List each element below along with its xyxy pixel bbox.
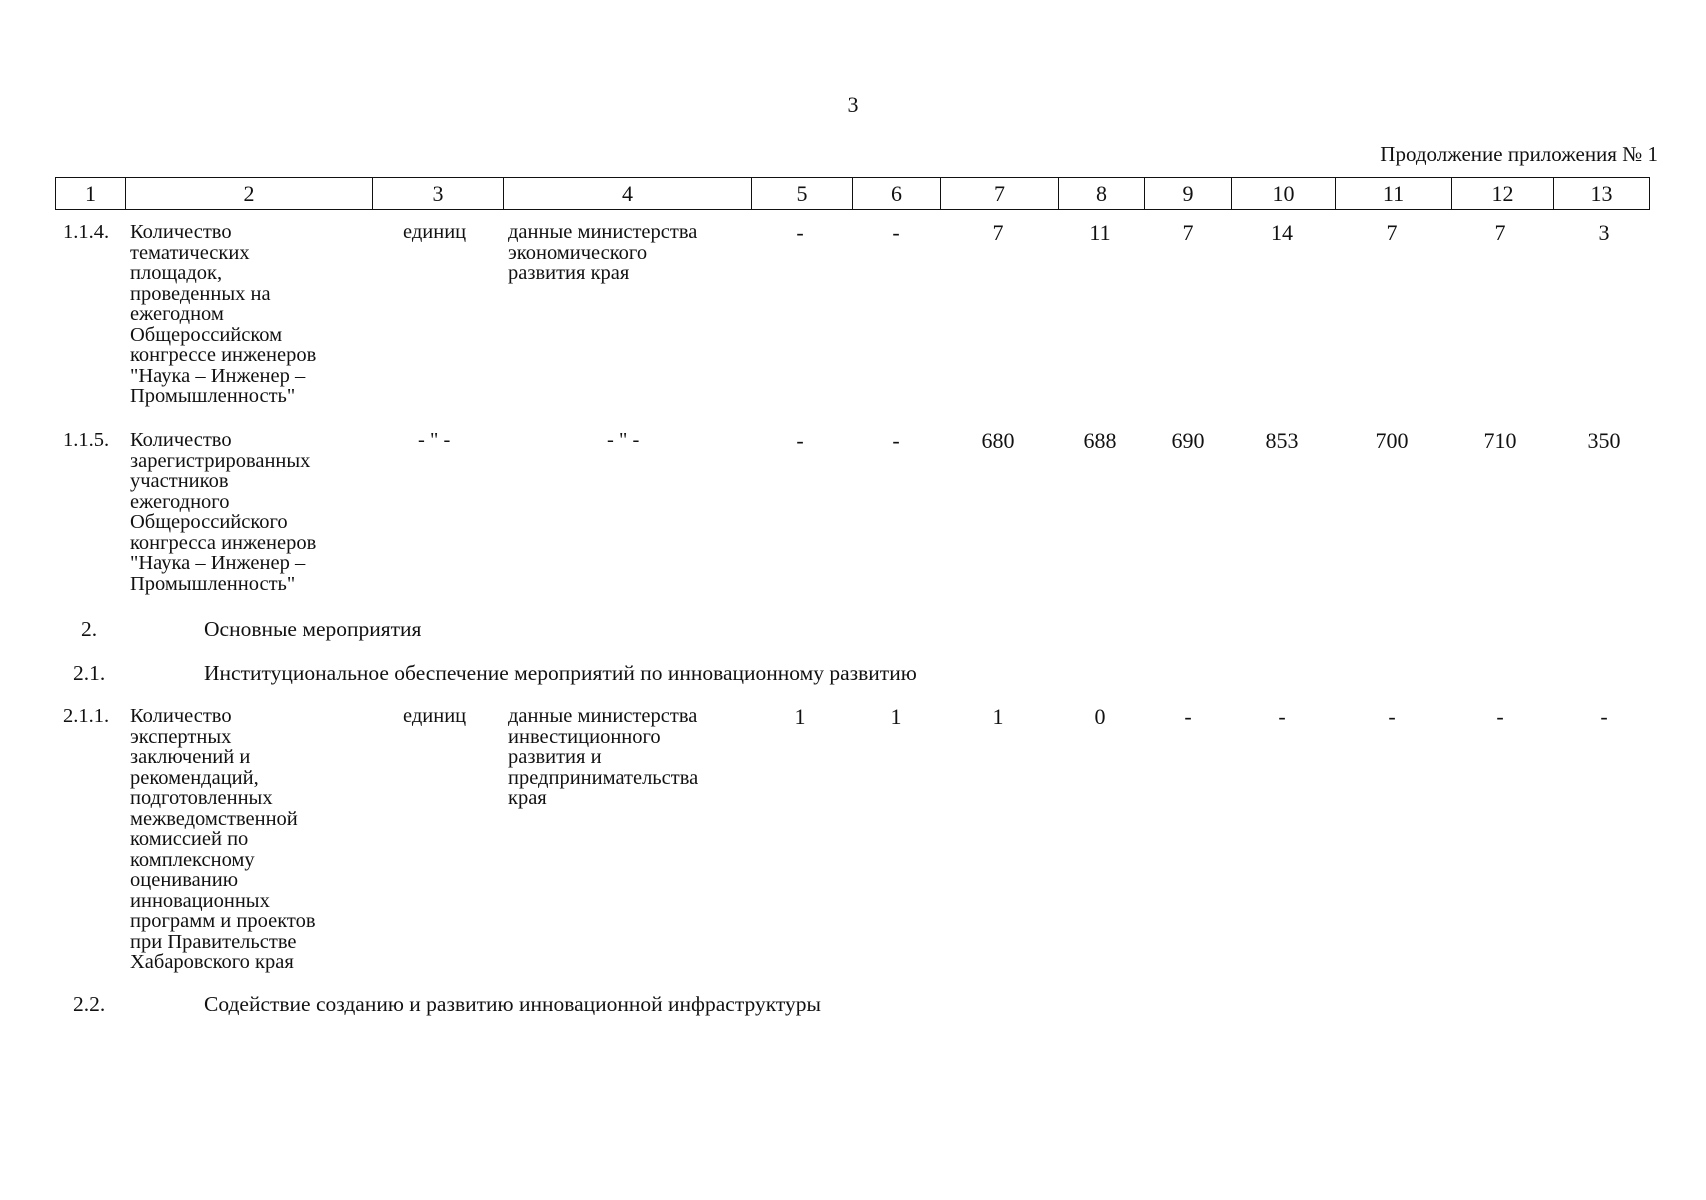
- column-number: 1: [56, 178, 126, 210]
- value-col-8: 11: [1089, 220, 1111, 245]
- value-col-7: 7: [992, 220, 1004, 245]
- value-col-12: 710: [1483, 428, 1517, 453]
- value-col-6: -: [892, 428, 900, 453]
- page-number: 3: [847, 92, 859, 117]
- data-source: данные министерства инвестиционного развития и предпринимательства края: [508, 705, 699, 809]
- row-code: 1.1.5.: [63, 429, 110, 451]
- value-col-11: 700: [1375, 428, 1409, 453]
- column-number: 8: [1059, 178, 1145, 210]
- column-number: 11: [1336, 178, 1452, 210]
- section-code: 2.: [81, 617, 98, 641]
- value-col-8: 0: [1094, 704, 1106, 729]
- column-number: 12: [1452, 178, 1554, 210]
- unit: единиц: [403, 705, 467, 727]
- value-col-10: 14: [1271, 220, 1293, 245]
- value-col-9: -: [1184, 704, 1192, 729]
- column-number: 7: [941, 178, 1059, 210]
- value-col-13: 350: [1587, 428, 1621, 453]
- value-col-8: 688: [1083, 428, 1117, 453]
- value-col-11: 7: [1386, 220, 1398, 245]
- section-title: Основные мероприятия: [204, 617, 422, 641]
- data-source: - " -: [607, 429, 640, 451]
- value-col-5: 1: [794, 704, 806, 729]
- column-number: 2: [126, 178, 373, 210]
- section-code: 2.2.: [73, 992, 106, 1016]
- row-code: 2.1.1.: [63, 705, 110, 727]
- value-col-13: -: [1600, 704, 1608, 729]
- column-number: 10: [1232, 178, 1336, 210]
- unit: единиц: [403, 221, 467, 243]
- section-title: Институциональное обеспечение мероприятий по инновационному развитию: [204, 661, 917, 685]
- column-number: 9: [1145, 178, 1232, 210]
- value-col-6: 1: [890, 704, 902, 729]
- value-col-7: 680: [981, 428, 1015, 453]
- data-source: данные министерства экономического развития края: [508, 221, 698, 284]
- column-number: 5: [752, 178, 853, 210]
- value-col-7: 1: [992, 704, 1004, 729]
- value-col-11: -: [1388, 704, 1396, 729]
- row-code: 1.1.4.: [63, 221, 110, 243]
- value-col-10: 853: [1265, 428, 1299, 453]
- value-col-9: 690: [1171, 428, 1205, 453]
- value-col-13: 3: [1598, 220, 1610, 245]
- indicator-name: Количество экспертных заключений и рекомендаций, подготовленных межведомственной комиссией по комплексному оцениванию инновационных программ и проектов при Правительстве Хабаровского края: [130, 705, 316, 973]
- value-col-5: -: [796, 220, 804, 245]
- unit: - " -: [418, 429, 451, 451]
- value-col-5: -: [796, 428, 804, 453]
- continuation-note: Продолжение приложения № 1: [1380, 142, 1658, 166]
- column-number: 13: [1554, 178, 1650, 210]
- value-col-12: 7: [1494, 220, 1506, 245]
- column-number: 3: [373, 178, 504, 210]
- column-number: 4: [504, 178, 752, 210]
- indicator-name: Количество зарегистрированных участников ежегодного Общероссийского конгресса инженеров "Наука – Инженер – Промышленность": [130, 429, 317, 595]
- value-col-9: 7: [1182, 220, 1194, 245]
- column-number: 6: [853, 178, 941, 210]
- section-code: 2.1.: [73, 661, 106, 685]
- indicator-name: Количество тематических площадок, проведенных на ежегодном Общероссийском конгрессе инженеров "Наука – Инженер – Промышленность": [130, 221, 317, 407]
- section-title: Содействие созданию и развитию инновационной инфраструктуры: [204, 992, 821, 1016]
- value-col-12: -: [1496, 704, 1504, 729]
- value-col-6: -: [892, 220, 900, 245]
- value-col-10: -: [1278, 704, 1286, 729]
- column-number-header: [55, 177, 1650, 210]
